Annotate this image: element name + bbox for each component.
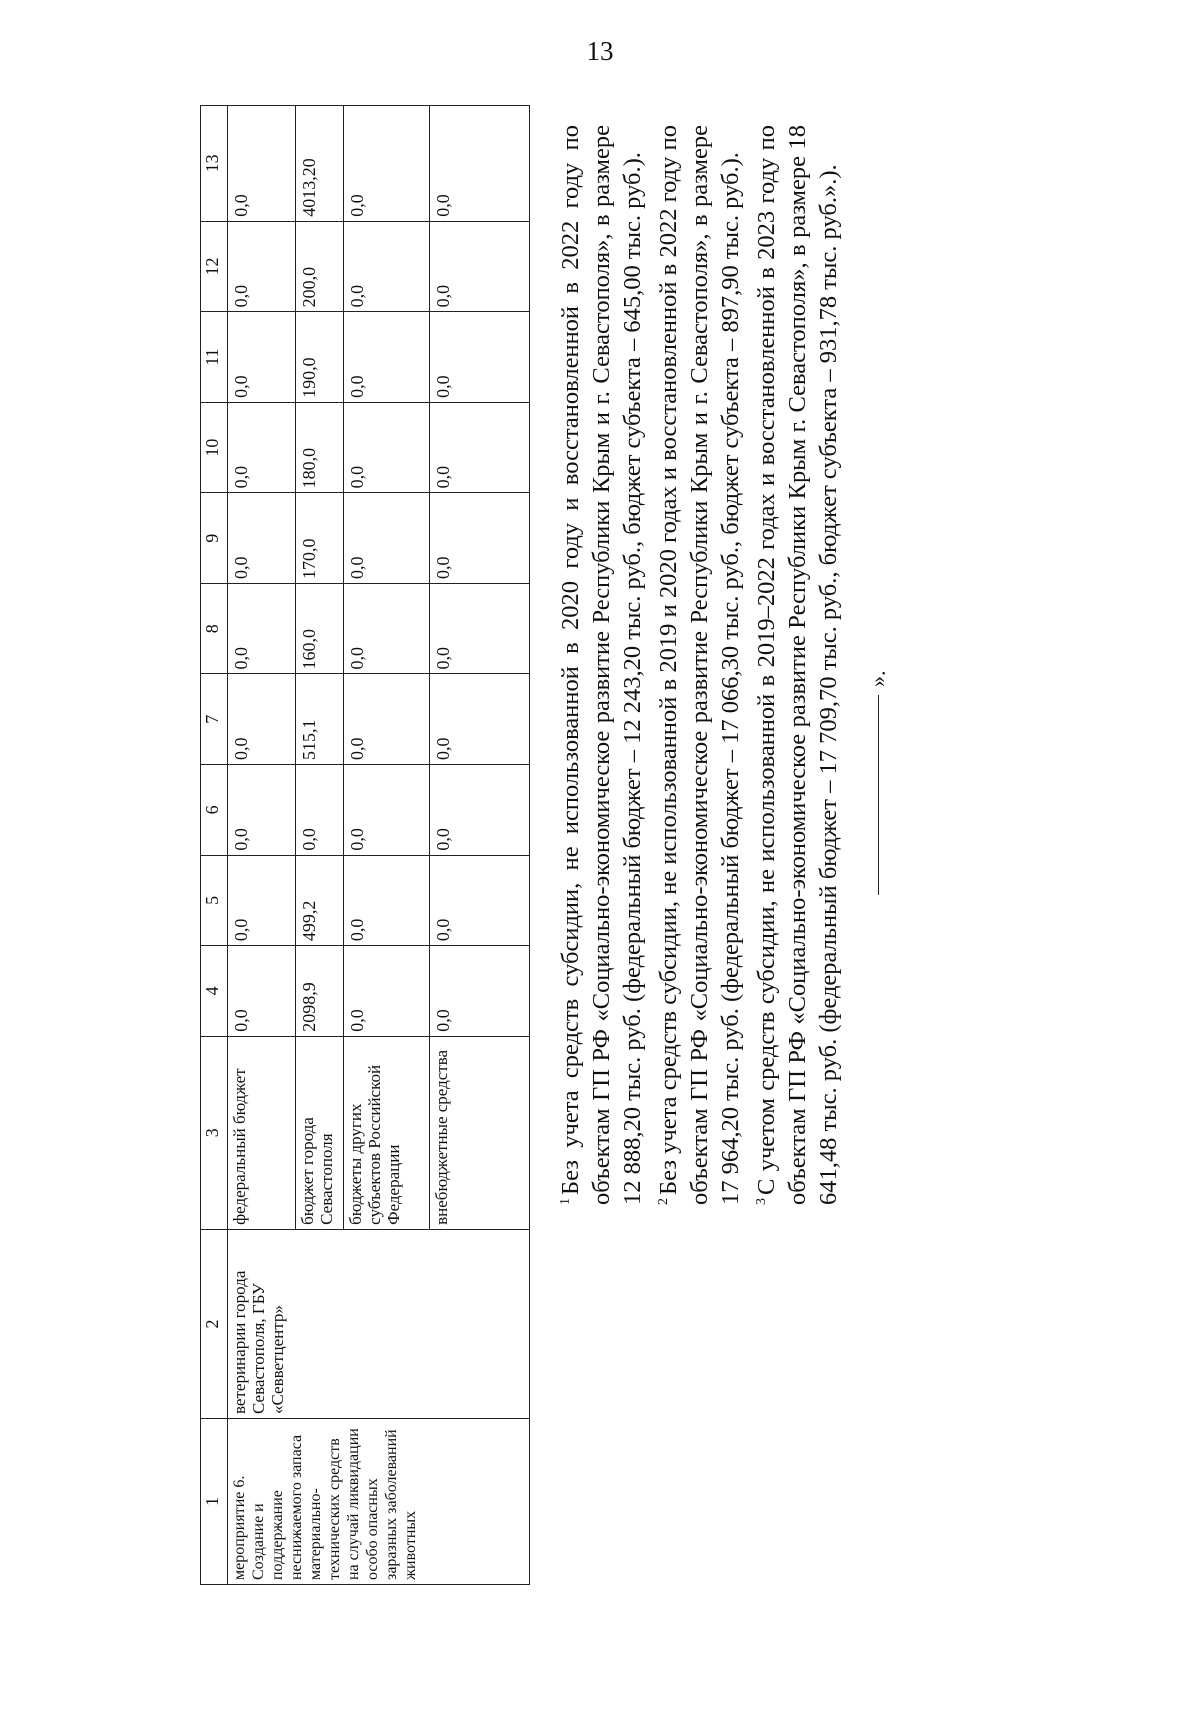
column-header: 2: [201, 1229, 228, 1418]
value-cell: 0,0: [296, 765, 344, 856]
value-cell: 170,0: [296, 493, 344, 584]
value-cell: 180,0: [296, 402, 344, 493]
value-cell: 0,0: [430, 765, 530, 856]
value-cell: 0,0: [430, 402, 530, 493]
page-number: 13: [586, 36, 614, 66]
value-cell: 0,0: [430, 312, 530, 403]
column-header: 10: [201, 402, 228, 493]
footnote-mark: 2: [656, 1198, 671, 1205]
value-cell: 0,0: [228, 402, 296, 493]
value-cell: 0,0: [344, 765, 430, 856]
value-cell: 0,0: [228, 493, 296, 584]
value-cell: 0,0: [430, 221, 530, 312]
value-cell: 0,0: [228, 946, 296, 1037]
table-row: [228, 106, 296, 1585]
rotated-content: [200, 105, 920, 1585]
closing-quote: ».: [865, 670, 890, 687]
value-cell: 0,0: [430, 855, 530, 946]
value-cell: 0,0: [228, 674, 296, 765]
value-cell: 190,0: [296, 312, 344, 403]
column-header: 9: [201, 493, 228, 584]
source-cell: бюджет города Севастополя: [296, 1036, 344, 1229]
closing-line: [865, 671, 891, 896]
value-cell: 0,0: [344, 493, 430, 584]
column-header: 1: [201, 1419, 228, 1585]
value-cell: 2098,9: [296, 946, 344, 1037]
value-cell: 0,0: [344, 402, 430, 493]
value-cell: 0,0: [344, 106, 430, 222]
value-cell: 515,1: [296, 674, 344, 765]
column-header: 11: [201, 312, 228, 403]
executor-cell: ветеринарии города Севастополя, ГБУ «Севветцентр»: [228, 1229, 530, 1418]
value-cell: 0,0: [430, 674, 530, 765]
source-cell: внебюджетные средства: [430, 1036, 530, 1229]
column-header: 8: [201, 583, 228, 674]
value-cell: 0,0: [228, 312, 296, 403]
value-cell: 4013,20: [296, 106, 344, 222]
value-cell: 0,0: [228, 221, 296, 312]
value-cell: 0,0: [228, 855, 296, 946]
measure-name-cell: мероприятие 6. Создание и поддержание неснижаемого запаса материально-технических средств на случай ликвидации особо опасных заразных заболеваний животных: [228, 1419, 530, 1585]
value-cell: 0,0: [344, 221, 430, 312]
source-cell: бюджеты других субъектов Российской Федерации: [344, 1036, 430, 1229]
value-cell: 0,0: [344, 674, 430, 765]
footnote: [550, 125, 648, 1205]
value-cell: 200,0: [296, 221, 344, 312]
column-header: 12: [201, 221, 228, 312]
footnote-text: С учетом средств субсидии, не использованной в 2019–2022 годах и восстановленной в 2023 году по объектам ГП РФ «Социально-экономическое развитие Республики Крым г. Севастополя», в размере 18 641,48 тыс. руб. (федеральный бюджет – 17 709,70 тыс. руб., бюджет субъекта – 931,78 тыс. руб.».).: [753, 125, 842, 1205]
column-header: 6: [201, 765, 228, 856]
footnote-mark: 3: [754, 1198, 769, 1205]
value-cell: 0,0: [344, 946, 430, 1037]
value-cell: 0,0: [228, 765, 296, 856]
value-cell: 0,0: [344, 583, 430, 674]
budget-table: [200, 105, 530, 1585]
footnote-mark: 1: [558, 1198, 573, 1205]
value-cell: 0,0: [228, 583, 296, 674]
column-header: 3: [201, 1036, 228, 1229]
column-header: 5: [201, 855, 228, 946]
footnote-text: Без учета средств субсидии, не использованной в 2020 году и восстановленной в 2022 году по объектам ГП РФ «Социально-экономическое развитие Республики Крым и г. Севастополя», в размере 12 888,20 тыс. руб. (федеральный бюджет – 12 243,20 тыс. руб., бюджет субъекта – 645,00 тыс. руб.).: [557, 125, 646, 1205]
column-header: 7: [201, 674, 228, 765]
value-cell: 0,0: [344, 312, 430, 403]
value-cell: 499,2: [296, 855, 344, 946]
footnote: [746, 125, 844, 1205]
column-header: 13: [201, 106, 228, 222]
footnote: [648, 125, 746, 1205]
value-cell: 0,0: [430, 946, 530, 1037]
value-cell: 0,0: [228, 106, 296, 222]
value-cell: 0,0: [430, 106, 530, 222]
table-header-row: [201, 106, 228, 1585]
value-cell: 0,0: [430, 493, 530, 584]
closing-rule: [878, 695, 879, 895]
footnotes: [550, 125, 844, 1205]
source-cell: федеральный бюджет: [228, 1036, 296, 1229]
column-header: 4: [201, 946, 228, 1037]
value-cell: 0,0: [430, 583, 530, 674]
value-cell: 0,0: [344, 855, 430, 946]
footnote-text: Без учета средств субсидии, не использованной в 2019 и 2020 годах и восстановленной в 2022 году по объектам ГП РФ «Социально-экономическое развитие Республики Крым и г. Севастополя», в размере 17 964,20 тыс. руб. (федеральный бюджет – 17 066,30 тыс. руб., бюджет субъекта – 897,90 тыс. руб.).: [655, 125, 744, 1205]
value-cell: 160,0: [296, 583, 344, 674]
